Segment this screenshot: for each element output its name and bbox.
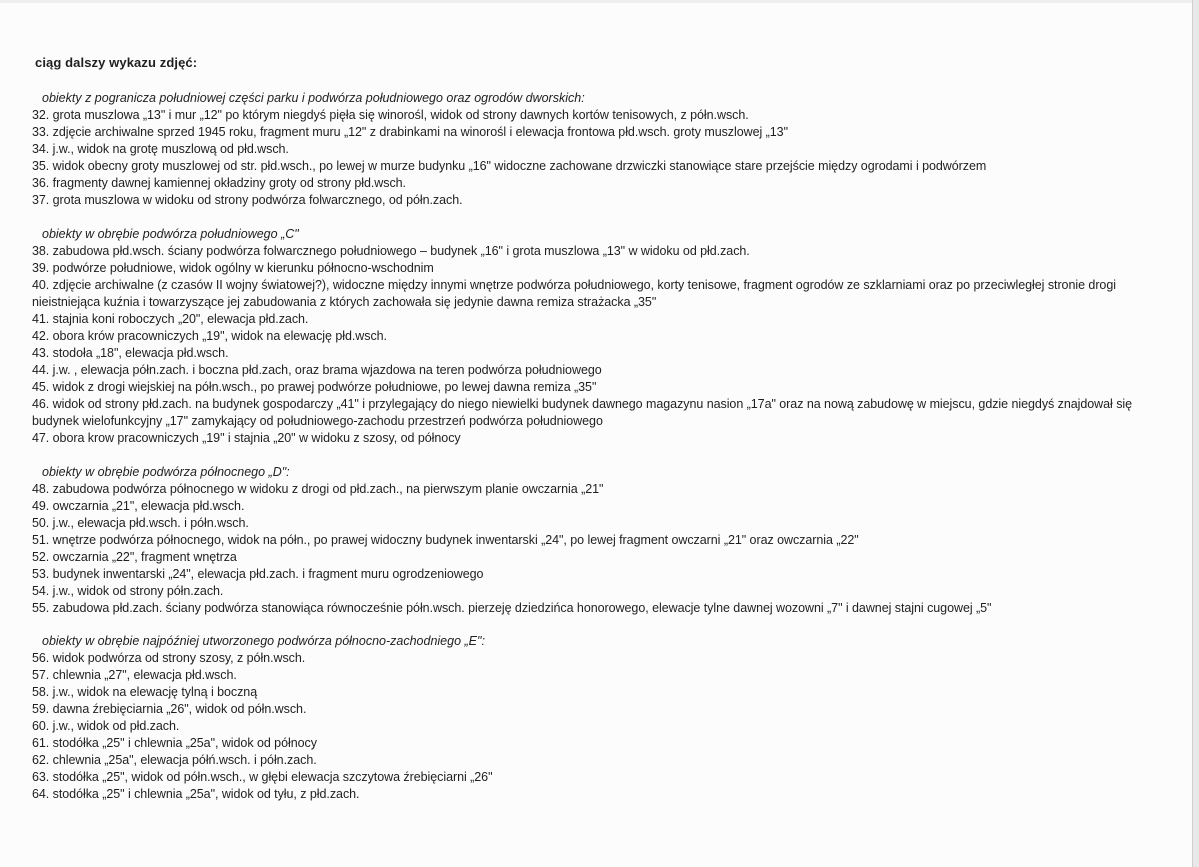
section-title: obiekty w obrębie podwórza południowego „C"	[42, 227, 299, 241]
section-title: obiekty w obrębie najpóźniej utworzonego podwórza północno-zachodniego „E":	[42, 634, 485, 648]
scan-right-edge	[1192, 0, 1199, 867]
item-list	[32, 107, 1182, 209]
list-item: 52. owczarnia „22", fragment wnętrza	[32, 550, 237, 564]
list-item: 54. j.w., widok od strony półn.zach.	[32, 584, 224, 598]
list-item: 42. obora krów pracowniczych „19", widok na elewację płd.wsch.	[32, 329, 387, 343]
item-list	[32, 243, 1182, 447]
list-item: 58. j.w., widok na elewację tylną i boczną	[32, 685, 258, 699]
list-item: 41. stajnia koni roboczych „20", elewacja płd.zach.	[32, 312, 309, 326]
list-item: 51. wnętrze podwórza północnego, widok na półn., po prawej widoczny budynek inwentarski „24", po lewej fragment owczarni „21" oraz owczarnia „22"	[32, 533, 859, 547]
list-item: 45. widok z drogi wiejskiej na półn.wsch., po prawej podwórze południowe, po lewej dawna remiza „35"	[32, 380, 597, 394]
list-item: 53. budynek inwentarski „24", elewacja płd.zach. i fragment muru ogrodzeniowego	[32, 567, 484, 581]
section-park-border	[32, 90, 1182, 209]
list-item: 32. grota muszlowa „13" i mur „12" po którym niegdyś pięła się winorośl, widok od strony dawnych kortów tenisowych, z półn.wsch.	[32, 108, 749, 122]
list-item: 35. widok obecny groty muszlowej od str. płd.wsch., po lewej w murze budynku „16" widoczne zachowane drzwiczki stanowiące stare przejście między ogrodami i podwórzem	[32, 159, 987, 173]
list-item: 39. podwórze południowe, widok ogólny w kierunku północno-wschodnim	[32, 261, 434, 275]
list-item: 59. dawna źrebięciarnia „26", widok od półn.wsch.	[32, 702, 307, 716]
list-item: 46. widok od strony płd.zach. na budynek gospodarczy „41" i przylegający do niego niewielki budynek dawnego magazynu nasion „17a" oraz na nową zabudowę w miejscu, gdzie niegdyś znajdował się budynek wielofunkcyjny „17" zamykający od południowego-zachodu przestrzeń podwórza południowego	[32, 397, 1133, 428]
list-item: 57. chlewnia „27", elewacja płd.wsch.	[32, 668, 237, 682]
item-list	[32, 481, 1182, 617]
list-item: 55. zabudowa płd.zach. ściany podwórza stanowiąca równocześnie półn.wsch. pierzeję dziedzińca honorowego, elewacje tylne dawnej wozowni „7" i dawnej stajni cugowej „5"	[32, 601, 992, 615]
list-item: 50. j.w., elewacja płd.wsch. i półn.wsch.	[32, 516, 249, 530]
list-item: 38. zabudowa płd.wsch. ściany podwórza folwarcznego południowego – budynek „16" i grota muszlowa „13" w widoku od płd.zach.	[32, 244, 750, 258]
list-item: 37. grota muszlowa w widoku od strony podwórza folwarcznego, od półn.zach.	[32, 193, 463, 207]
list-item: 62. chlewnia „25a", elewacja półń.wsch. i półn.zach.	[32, 753, 317, 767]
section-yard-e	[32, 633, 1182, 803]
list-item: 36. fragmenty dawnej kamiennej okładziny groty od strony płd.wsch.	[32, 176, 406, 190]
section-yard-d	[32, 464, 1182, 617]
section-yard-c	[32, 226, 1182, 447]
section-title: obiekty w obrębie podwórza północnego „D":	[42, 465, 290, 479]
list-item: 34. j.w., widok na grotę muszlową od płd.wsch.	[32, 142, 289, 156]
document-content	[32, 54, 1182, 803]
list-item: 47. obora krow pracowniczych „19" i stajnia „20" w widoku z szosy, od północy	[32, 431, 461, 445]
scan-top-edge	[0, 0, 1199, 3]
list-item: 63. stodółka „25", widok od półn.wsch., w głębi elewacja szczytowa źrebięciarni „26"	[32, 770, 493, 784]
page-heading: ciąg dalszy wykazu zdjęć:	[35, 55, 198, 70]
item-list	[32, 650, 1182, 803]
list-item: 49. owczarnia „21", elewacja płd.wsch.	[32, 499, 245, 513]
section-title: obiekty z pogranicza południowej części parku i podwórza południowego oraz ogrodów dworskich:	[42, 91, 585, 105]
list-item: 44. j.w. , elewacja półn.zach. i boczna płd.zach, oraz brama wjazdowa na teren podwórza południowego	[32, 363, 602, 377]
list-item: 64. stodółka „25" i chlewnia „25a", widok od tyłu, z płd.zach.	[32, 787, 360, 801]
list-item: 43. stodoła „18", elewacja płd.wsch.	[32, 346, 229, 360]
list-item: 33. zdjęcie archiwalne sprzed 1945 roku, fragment muru „12" z drabinkami na winorośl i elewacja frontowa płd.wsch. groty muszlowej „13"	[32, 125, 788, 139]
list-item: 48. zabudowa podwórza północnego w widoku z drogi od płd.zach., na pierwszym planie owczarnia „21"	[32, 482, 604, 496]
list-item: 60. j.w., widok od płd.zach.	[32, 719, 180, 733]
list-item: 61. stodółka „25" i chlewnia „25a", widok od północy	[32, 736, 317, 750]
list-item: 56. widok podwórza od strony szosy, z półn.wsch.	[32, 651, 306, 665]
list-item: 40. zdjęcie archiwalne (z czasów II wojny światowej?), widoczne między innymi wnętrze podwórza południowego, korty tenisowe, fragment ogrodów ze szklarniami oraz po przeciwległej stronie drogi nieistniejąca kuźnia i towarzyszące jej zabudowania z których zachowała się jedynie dawna remiza strażacka „35"	[32, 278, 1116, 309]
